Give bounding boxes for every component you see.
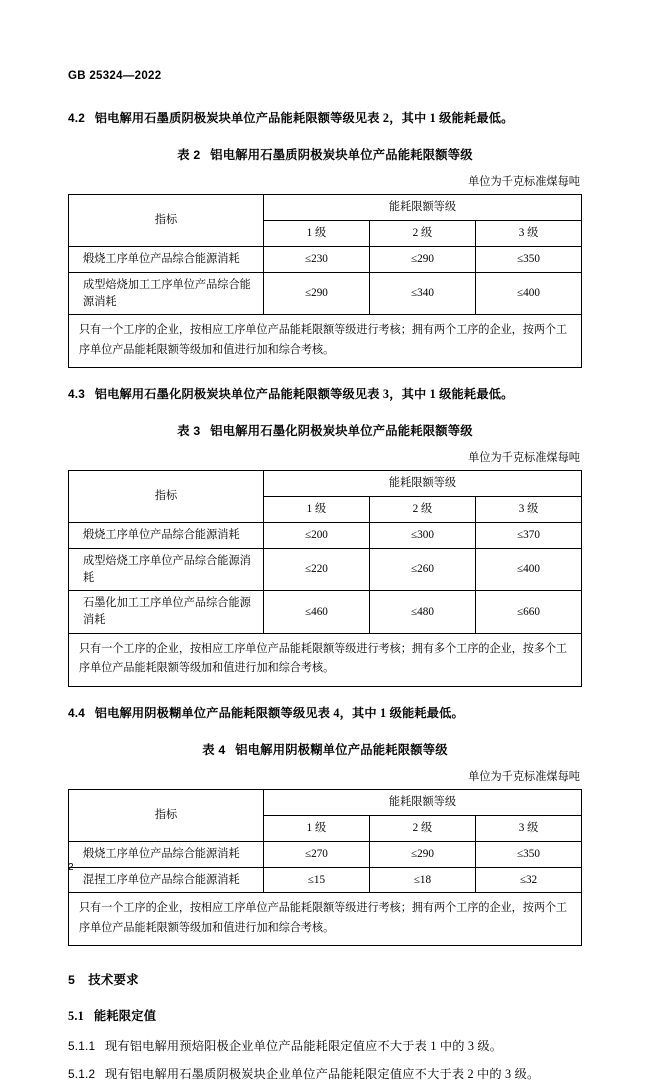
table-4-row-0-value-0: ≤270 <box>263 841 369 867</box>
table-3-row-1-value-0: ≤220 <box>263 548 369 591</box>
table-3-title: 铝电解用石墨化阴极炭块单位产品能耗限额等级 <box>210 424 473 439</box>
table-4-row-1-value-1: ≤18 <box>369 867 475 893</box>
clause-5-1-1-number: 5.1.1 <box>68 1039 96 1054</box>
table-3-row-2-value-2: ≤660 <box>475 591 581 634</box>
table-2-grade-3: 3 级 <box>475 221 581 247</box>
table-row <box>69 246 582 272</box>
table-2-header-group: 能耗限额等级 <box>263 195 581 221</box>
clause-4-4-text: 铝电解用阴极糊单位产品能耗限额等级见表 4，其中 1 级能耗最低。 <box>94 705 464 720</box>
table-3-unit: 单位为千克标准煤每吨 <box>468 452 580 465</box>
clause-5-1-number: 5.1 <box>68 1009 84 1024</box>
page-content <box>68 70 582 1092</box>
table-4-number: 表 4 <box>202 743 226 758</box>
table-2-grade-2: 2 级 <box>369 221 475 247</box>
table-2-row-0-value-0: ≤230 <box>263 246 369 272</box>
table-3-caption <box>68 421 582 439</box>
page-number: 2 <box>68 862 74 873</box>
table-2-title: 铝电解用石墨质阴极炭块单位产品能耗限额等级 <box>210 148 473 163</box>
table-2-unit: 单位为千克标准煤每吨 <box>468 176 580 189</box>
table-2 <box>68 194 582 368</box>
table-3-row-2-indicator: 石墨化加工工序单位产品综合能源消耗 <box>69 591 264 634</box>
table-4-row-1-indicator: 混捏工序单位产品综合能源消耗 <box>69 867 264 893</box>
standard-number: GB 25324—2022 <box>68 70 162 82</box>
table-2-row-0-value-1: ≤290 <box>369 246 475 272</box>
table-4-header-indicator: 指标 <box>69 790 264 842</box>
table-3-note: 只有一个工序的企业，按相应工序单位产品能耗限额等级进行考核；拥有多个工序的企业，按多个工序单位产品能耗限额等级加和值进行加和综合考核。 <box>69 634 582 687</box>
table-row <box>69 841 582 867</box>
table-row <box>69 591 582 634</box>
table-4-note: 只有一个工序的企业，按相应工序单位产品能耗限额等级进行考核；拥有两个工序的企业，按两个工序单位产品能耗限额等级加和值进行加和综合考核。 <box>69 893 582 946</box>
clause-5-1-2 <box>68 1064 582 1086</box>
table-4-unit: 单位为千克标准煤每吨 <box>468 771 580 784</box>
table-4-row-1-value-0: ≤15 <box>263 867 369 893</box>
table-2-row-1-value-2: ≤400 <box>475 272 581 315</box>
table-3-row-1-value-2: ≤400 <box>475 548 581 591</box>
table-row <box>69 523 582 549</box>
table-3-row-2-value-1: ≤480 <box>369 591 475 634</box>
clause-4-3-number: 4.3 <box>68 387 85 402</box>
clause-4-2-number: 4.2 <box>68 111 85 125</box>
table-4-row-0-value-1: ≤290 <box>369 841 475 867</box>
clause-5-1-heading <box>68 1006 582 1024</box>
table-4-row-0-value-2: ≤350 <box>475 841 581 867</box>
table-2-row-1-value-1: ≤340 <box>369 272 475 315</box>
table-2-row-1-value-0: ≤290 <box>263 272 369 315</box>
table-3-row-0-value-0: ≤200 <box>263 523 369 549</box>
table-3-row-0-indicator: 煅烧工序单位产品综合能源消耗 <box>69 523 264 549</box>
clause-5-1-1-text: 现有铝电解用预焙阳极企业单位产品能耗限定值应不大于表 1 中的 3 级。 <box>105 1039 503 1054</box>
clause-5-1-2-number: 5.1.2 <box>68 1067 96 1082</box>
table-3-header-indicator: 指标 <box>69 471 264 523</box>
chapter-5-title: 技术要求 <box>88 973 139 988</box>
table-3-row-1-indicator: 成型焙烧工序单位产品综合能源消耗 <box>69 548 264 591</box>
chapter-5-heading <box>68 970 582 988</box>
table-4-title: 铝电解用阴极糊单位产品能耗限额等级 <box>235 743 448 758</box>
clause-5-1-2-text: 现有铝电解用石墨质阴极炭块企业单位产品能耗限定值应不大于表 2 中的 3 级。 <box>105 1067 540 1082</box>
table-2-number: 表 2 <box>177 148 201 163</box>
table-3-header-group: 能耗限额等级 <box>263 471 581 497</box>
table-2-row-1-indicator: 成型焙烧加工工序单位产品综合能源消耗 <box>69 272 264 315</box>
table-3-grade-2: 2 级 <box>369 497 475 523</box>
table-4 <box>68 789 582 946</box>
table-4-row-1-value-2: ≤32 <box>475 867 581 893</box>
table-row <box>69 548 582 591</box>
table-row <box>69 790 582 816</box>
table-4-grade-3: 3 级 <box>475 816 581 842</box>
table-row <box>69 315 582 368</box>
table-row <box>69 272 582 315</box>
clause-5-1-title: 能耗限定值 <box>93 1009 157 1024</box>
table-row <box>69 195 582 221</box>
clause-4-3-text: 铝电解用石墨化阴极炭块单位产品能耗限额等级见表 3，其中 1 级能耗最低。 <box>94 387 514 402</box>
table-row <box>69 867 582 893</box>
table-3-row-1-value-1: ≤260 <box>369 548 475 591</box>
clause-4-3 <box>68 384 582 405</box>
table-row <box>69 634 582 687</box>
table-2-caption <box>68 145 582 163</box>
chapter-5-number: 5 <box>68 973 76 988</box>
table-2-row-0-value-2: ≤350 <box>475 246 581 272</box>
table-2-header-indicator: 指标 <box>69 195 264 247</box>
clause-5-1-1 <box>68 1036 582 1058</box>
table-row <box>69 471 582 497</box>
table-4-caption <box>68 740 582 758</box>
clause-4-4 <box>68 703 582 724</box>
table-3-grade-1: 1 级 <box>263 497 369 523</box>
table-2-note: 只有一个工序的企业，按相应工序单位产品能耗限额等级进行考核；拥有两个工序的企业，按两个工序单位产品能耗限额等级加和值进行加和综合考核。 <box>69 315 582 368</box>
table-3-grade-3: 3 级 <box>475 497 581 523</box>
table-3-row-0-value-1: ≤300 <box>369 523 475 549</box>
clause-4-4-number: 4.4 <box>68 705 85 720</box>
table-4-grade-1: 1 级 <box>263 816 369 842</box>
table-3 <box>68 470 582 686</box>
table-4-row-0-indicator: 煅烧工序单位产品综合能源消耗 <box>69 841 264 867</box>
table-3-number: 表 3 <box>177 424 201 439</box>
table-4-header-group: 能耗限额等级 <box>263 790 581 816</box>
table-2-row-0-indicator: 煅烧工序单位产品综合能源消耗 <box>69 246 264 272</box>
table-row <box>69 893 582 946</box>
table-4-grade-2: 2 级 <box>369 816 475 842</box>
table-2-grade-1: 1 级 <box>263 221 369 247</box>
clause-4-2-text: 铝电解用石墨质阴极炭块单位产品能耗限额等级见表 2，其中 1 级能耗最低。 <box>94 111 514 125</box>
table-3-row-0-value-2: ≤370 <box>475 523 581 549</box>
clause-4-2 <box>68 108 582 129</box>
table-3-row-2-value-0: ≤460 <box>263 591 369 634</box>
